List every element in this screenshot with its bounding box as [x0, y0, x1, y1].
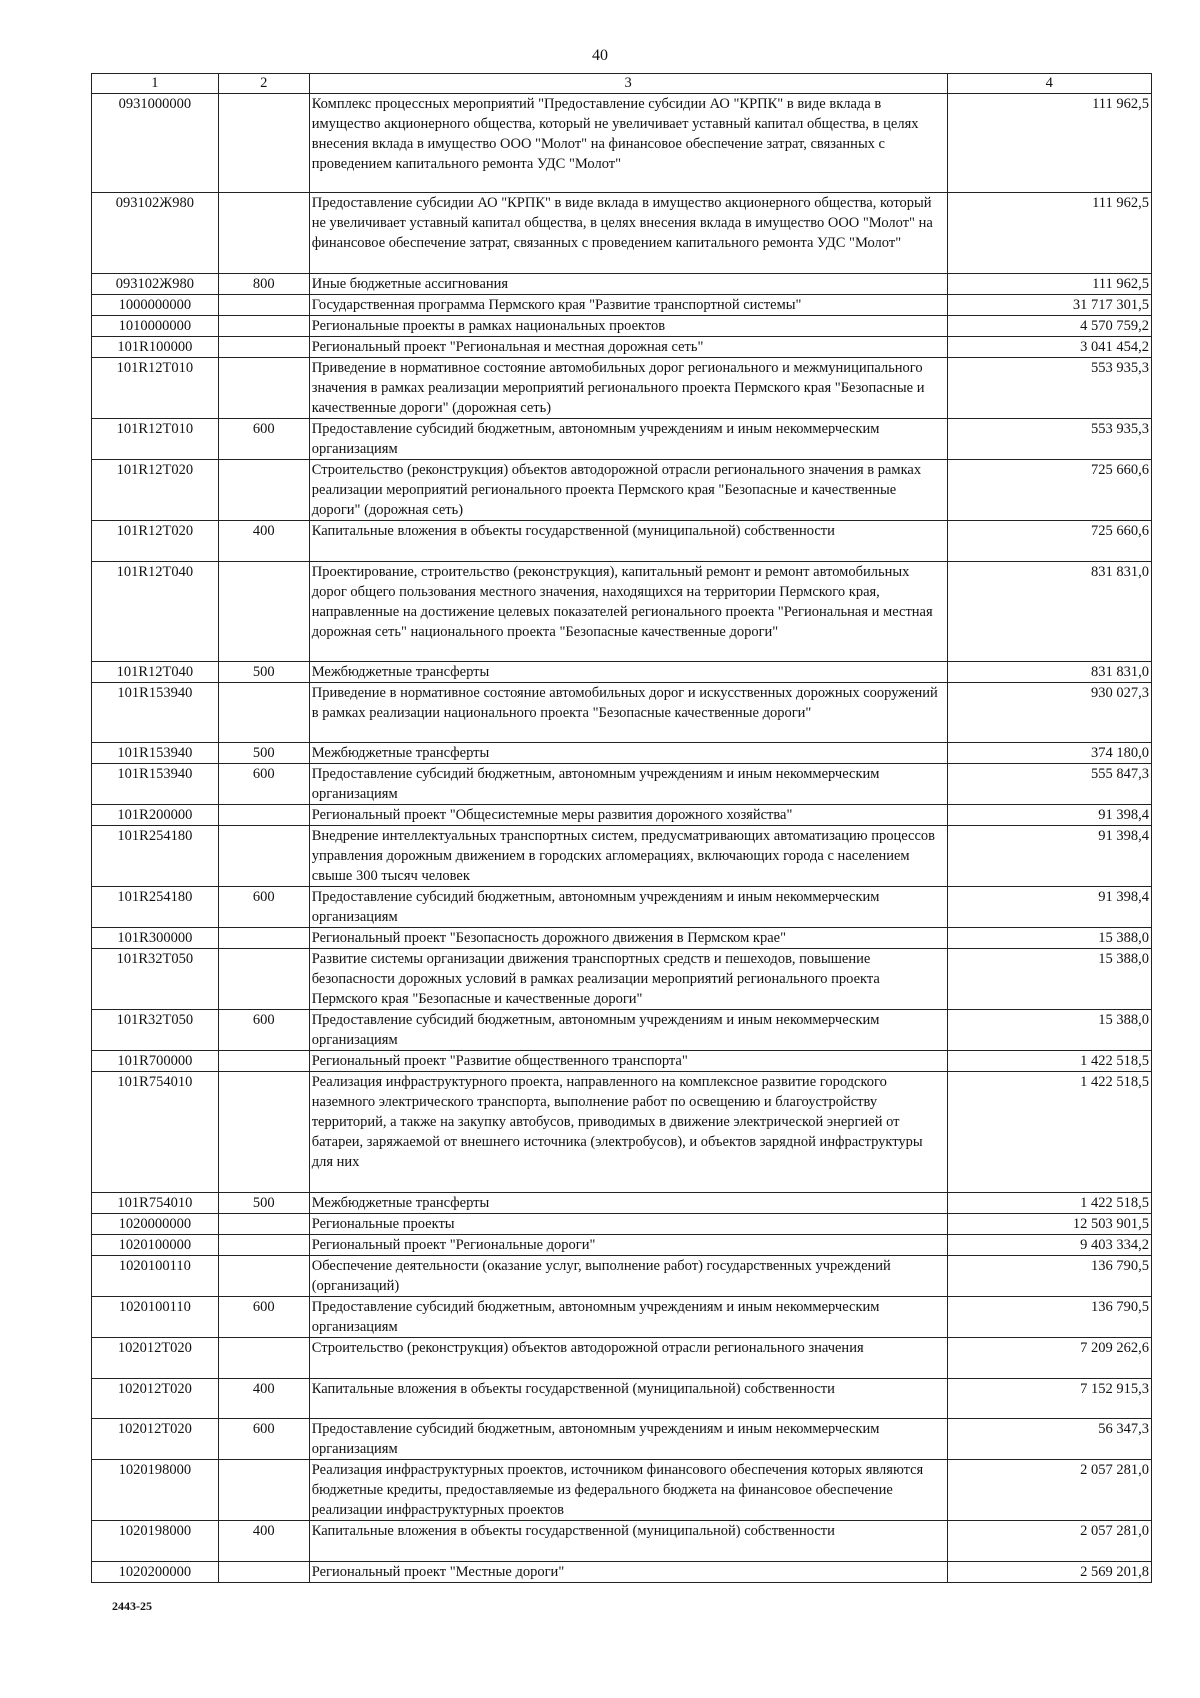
- table-row: [92, 562, 1152, 662]
- row-code: 101R32Т050: [92, 949, 219, 1010]
- table-row: [92, 1051, 1152, 1072]
- row-name: Реализация инфраструктурных проектов, источником финансового обеспечения которых являются бюджетные кредиты, предоставляемые из федерального бюджета на финансовое обеспечение реализации инфраструктурных проектов: [309, 1460, 947, 1521]
- row-name: Предоставление субсидий бюджетным, автономным учреждениям и иным некоммерческим организациям: [309, 887, 947, 928]
- row-name: Строительство (реконструкция) объектов автодорожной отрасли регионального значения в рамках реализации мероприятий регионального проекта Пермского края "Безопасные и качественные дороги" (дорожная сеть): [309, 460, 947, 521]
- row-name: Обеспечение деятельности (оказание услуг, выполнение работ) государственных учреждений (организаций): [309, 1256, 947, 1297]
- row-code: 1020198000: [92, 1521, 219, 1562]
- row-amount: 725 660,6: [947, 460, 1151, 521]
- row-amount: 831 831,0: [947, 562, 1151, 662]
- table-row: [92, 419, 1152, 460]
- row-code: 1020100000: [92, 1235, 219, 1256]
- document-code: 2443-25: [112, 1599, 152, 1613]
- table-row: [92, 764, 1152, 805]
- table-row: [92, 295, 1152, 316]
- row-type: [218, 193, 309, 274]
- row-code: 1020100110: [92, 1297, 219, 1338]
- row-name: Межбюджетные трансферты: [309, 743, 947, 764]
- row-type: 800: [218, 274, 309, 295]
- row-code: 101R12Т020: [92, 460, 219, 521]
- row-amount: 374 180,0: [947, 743, 1151, 764]
- row-type: [218, 1562, 309, 1583]
- table-row: [92, 316, 1152, 337]
- row-type: 600: [218, 1297, 309, 1338]
- row-amount: 7 209 262,6: [947, 1338, 1151, 1379]
- row-amount: 111 962,5: [947, 94, 1151, 193]
- row-type: [218, 94, 309, 193]
- row-code: 101R100000: [92, 337, 219, 358]
- row-type: [218, 1256, 309, 1297]
- row-type: [218, 1460, 309, 1521]
- row-type: [218, 562, 309, 662]
- row-amount: 4 570 759,2: [947, 316, 1151, 337]
- row-type: [218, 460, 309, 521]
- row-type: [218, 949, 309, 1010]
- header-col-1: 1: [92, 74, 219, 94]
- row-name: Приведение в нормативное состояние автомобильных дорог и искусственных дорожных сооружений в рамках реализации национального проекта "Безопасные качественные дороги": [309, 683, 947, 743]
- row-type: [218, 1072, 309, 1193]
- table-row: [92, 826, 1152, 887]
- table-row: [92, 1256, 1152, 1297]
- row-name: Реализация инфраструктурного проекта, направленного на комплексное развитие городского наземного электрического транспорта, выполнение работ по освещению и благоустройству территорий, а также на закупку автобусов, приводимых в движение электрической энергией от батареи, заряжаемой от внешнего источника (электробусов), и объектов зарядной инфраструктуры для них: [309, 1072, 947, 1193]
- row-code: 102012Т020: [92, 1379, 219, 1419]
- row-code: 102012Т020: [92, 1419, 219, 1460]
- row-name: Региональный проект "Общесистемные меры развития дорожного хозяйства": [309, 805, 947, 826]
- row-code: 101R754010: [92, 1193, 219, 1214]
- row-type: 600: [218, 887, 309, 928]
- table-row: [92, 1297, 1152, 1338]
- table-row: [92, 460, 1152, 521]
- row-amount: 136 790,5: [947, 1297, 1151, 1338]
- row-code: 101R300000: [92, 928, 219, 949]
- row-code: 1020000000: [92, 1214, 219, 1235]
- row-type: [218, 683, 309, 743]
- table-row: [92, 662, 1152, 683]
- row-amount: 1 422 518,5: [947, 1072, 1151, 1193]
- row-type: 600: [218, 764, 309, 805]
- row-name: Региональный проект "Местные дороги": [309, 1562, 947, 1583]
- row-type: [218, 1338, 309, 1379]
- row-name: Приведение в нормативное состояние автомобильных дорог регионального и межмуниципального значения в рамках реализации мероприятий регионального проекта Пермского края "Безопасные и качественные дороги" (дорожная сеть): [309, 358, 947, 419]
- row-code: 1020198000: [92, 1460, 219, 1521]
- table-row: [92, 1235, 1152, 1256]
- table-row: [92, 337, 1152, 358]
- table-row: [92, 1010, 1152, 1051]
- row-code: 0931000000: [92, 94, 219, 193]
- row-amount: 91 398,4: [947, 805, 1151, 826]
- page-number: 40: [592, 47, 608, 64]
- row-name: Капитальные вложения в объекты государственной (муниципальной) собственности: [309, 1521, 947, 1562]
- row-amount: 15 388,0: [947, 949, 1151, 1010]
- row-code: 101R754010: [92, 1072, 219, 1193]
- row-name: Региональный проект "Региональные дороги": [309, 1235, 947, 1256]
- row-type: 600: [218, 1419, 309, 1460]
- row-type: 400: [218, 1521, 309, 1562]
- row-amount: 553 935,3: [947, 419, 1151, 460]
- row-amount: 111 962,5: [947, 193, 1151, 274]
- row-type: [218, 928, 309, 949]
- row-type: [218, 337, 309, 358]
- row-code: 101R12Т040: [92, 662, 219, 683]
- row-amount: 3 041 454,2: [947, 337, 1151, 358]
- table-row: [92, 1521, 1152, 1562]
- row-code: 101R12Т010: [92, 358, 219, 419]
- row-amount: 2 057 281,0: [947, 1460, 1151, 1521]
- table-row: [92, 1460, 1152, 1521]
- table-row: [92, 683, 1152, 743]
- row-type: 500: [218, 743, 309, 764]
- row-amount: 555 847,3: [947, 764, 1151, 805]
- row-amount: 725 660,6: [947, 521, 1151, 562]
- row-code: 101R32Т050: [92, 1010, 219, 1051]
- table-row: [92, 521, 1152, 562]
- header-row: [92, 74, 1152, 94]
- row-name: Предоставление субсидий бюджетным, автономным учреждениям и иным некоммерческим организациям: [309, 419, 947, 460]
- table-header: [92, 74, 1152, 94]
- table-row: [92, 1214, 1152, 1235]
- row-amount: 9 403 334,2: [947, 1235, 1151, 1256]
- row-type: 600: [218, 419, 309, 460]
- row-code: 101R153940: [92, 743, 219, 764]
- row-amount: 136 790,5: [947, 1256, 1151, 1297]
- row-amount: 56 347,3: [947, 1419, 1151, 1460]
- budget-table: [91, 73, 1152, 1583]
- row-type: 400: [218, 1379, 309, 1419]
- row-amount: 15 388,0: [947, 1010, 1151, 1051]
- row-code: 101R200000: [92, 805, 219, 826]
- row-type: [218, 1214, 309, 1235]
- row-name: Капитальные вложения в объекты государственной (муниципальной) собственности: [309, 1379, 947, 1419]
- row-type: [218, 1051, 309, 1072]
- row-name: Строительство (реконструкция) объектов автодорожной отрасли регионального значения: [309, 1338, 947, 1379]
- row-code: 1020100110: [92, 1256, 219, 1297]
- row-amount: 12 503 901,5: [947, 1214, 1151, 1235]
- row-name: Предоставление субсидий бюджетным, автономным учреждениям и иным некоммерческим организациям: [309, 1297, 947, 1338]
- row-name: Проектирование, строительство (реконструкция), капитальный ремонт и ремонт автомобильных дорог общего пользования местного значения, находящихся на территории Пермского края, направленные на достижение целевых показателей регионального проекта "Региональная и местная дорожная сеть" национального проекта "Безопасные качественные дороги": [309, 562, 947, 662]
- row-amount: 930 027,3: [947, 683, 1151, 743]
- row-amount: 7 152 915,3: [947, 1379, 1151, 1419]
- row-type: [218, 1235, 309, 1256]
- row-name: Региональный проект "Безопасность дорожного движения в Пермском крае": [309, 928, 947, 949]
- table-row: [92, 94, 1152, 193]
- row-type: 500: [218, 1193, 309, 1214]
- row-name: Комплекс процессных мероприятий "Предоставление субсидии АО "КРПК" в виде вклада в имущество акционерного общества, который не увеличивает уставный капитал общества, в целях внесения вклада в имущество ООО "Молот" на финансовое обеспечение затрат, связанных с проведением капитального ремонта УДС "Молот": [309, 94, 947, 193]
- row-name: Межбюджетные трансферты: [309, 1193, 947, 1214]
- row-code: 093102Ж980: [92, 193, 219, 274]
- row-amount: 91 398,4: [947, 826, 1151, 887]
- row-amount: 2 569 201,8: [947, 1562, 1151, 1583]
- row-type: 400: [218, 521, 309, 562]
- header-col-4: 4: [947, 74, 1151, 94]
- row-amount: 1 422 518,5: [947, 1051, 1151, 1072]
- row-type: [218, 358, 309, 419]
- row-type: 500: [218, 662, 309, 683]
- row-type: [218, 316, 309, 337]
- row-name: Государственная программа Пермского края "Развитие транспортной системы": [309, 295, 947, 316]
- row-type: [218, 295, 309, 316]
- row-name: Региональный проект "Развитие общественного транспорта": [309, 1051, 947, 1072]
- table-row: [92, 887, 1152, 928]
- row-code: 1010000000: [92, 316, 219, 337]
- row-name: Предоставление субсидий бюджетным, автономным учреждениям и иным некоммерческим организациям: [309, 1419, 947, 1460]
- row-name: Иные бюджетные ассигнования: [309, 274, 947, 295]
- row-name: Капитальные вложения в объекты государственной (муниципальной) собственности: [309, 521, 947, 562]
- table-row: [92, 805, 1152, 826]
- row-name: Межбюджетные трансферты: [309, 662, 947, 683]
- table-row: [92, 949, 1152, 1010]
- row-code: 101R153940: [92, 683, 219, 743]
- table-row: [92, 1072, 1152, 1193]
- row-name: Развитие системы организации движения транспортных средств и пешеходов, повышение безопасности дорожных условий в рамках реализации мероприятий регионального проекта Пермского края "Безопасные и качественные дороги": [309, 949, 947, 1010]
- row-name: Предоставление субсидий бюджетным, автономным учреждениям и иным некоммерческим организациям: [309, 1010, 947, 1051]
- row-name: Региональный проект "Региональная и местная дорожная сеть": [309, 337, 947, 358]
- table-row: [92, 928, 1152, 949]
- row-code: 101R12Т040: [92, 562, 219, 662]
- row-type: [218, 826, 309, 887]
- header-col-3: 3: [309, 74, 947, 94]
- row-code: 1020200000: [92, 1562, 219, 1583]
- row-amount: 553 935,3: [947, 358, 1151, 419]
- header-col-2: 2: [218, 74, 309, 94]
- row-name: Предоставление субсидии АО "КРПК" в виде вклада в имущество акционерного общества, который не увеличивает уставный капитал общества, в целях внесения вклада в имущество ООО "Молот" на финансовое обеспечение затрат, связанных с проведением капитального ремонта УДС "Молот": [309, 193, 947, 274]
- row-name: Региональные проекты: [309, 1214, 947, 1235]
- row-amount: 91 398,4: [947, 887, 1151, 928]
- table-row: [92, 1562, 1152, 1583]
- row-name: Предоставление субсидий бюджетным, автономным учреждениям и иным некоммерческим организациям: [309, 764, 947, 805]
- row-amount: 15 388,0: [947, 928, 1151, 949]
- row-type: [218, 805, 309, 826]
- row-amount: 831 831,0: [947, 662, 1151, 683]
- row-code: 101R12Т020: [92, 521, 219, 562]
- row-code: 093102Ж980: [92, 274, 219, 295]
- row-type: 600: [218, 1010, 309, 1051]
- row-name: Внедрение интеллектуальных транспортных систем, предусматривающих автоматизацию процессов управления дорожным движением в городских агломерациях, включающих города с населением свыше 300 тысяч человек: [309, 826, 947, 887]
- table-row: [92, 1338, 1152, 1379]
- table-row: [92, 1379, 1152, 1419]
- table-row: [92, 1193, 1152, 1214]
- row-code: 1000000000: [92, 295, 219, 316]
- row-code: 101R700000: [92, 1051, 219, 1072]
- row-code: 102012Т020: [92, 1338, 219, 1379]
- table-row: [92, 193, 1152, 274]
- row-amount: 2 057 281,0: [947, 1521, 1151, 1562]
- table-row: [92, 743, 1152, 764]
- row-code: 101R254180: [92, 887, 219, 928]
- row-name: Региональные проекты в рамках национальных проектов: [309, 316, 947, 337]
- row-amount: 111 962,5: [947, 274, 1151, 295]
- table-row: [92, 274, 1152, 295]
- table-body: [92, 94, 1152, 1583]
- table-row: [92, 358, 1152, 419]
- row-amount: 31 717 301,5: [947, 295, 1151, 316]
- row-code: 101R254180: [92, 826, 219, 887]
- table-row: [92, 1419, 1152, 1460]
- row-amount: 1 422 518,5: [947, 1193, 1151, 1214]
- row-code: 101R12Т010: [92, 419, 219, 460]
- row-code: 101R153940: [92, 764, 219, 805]
